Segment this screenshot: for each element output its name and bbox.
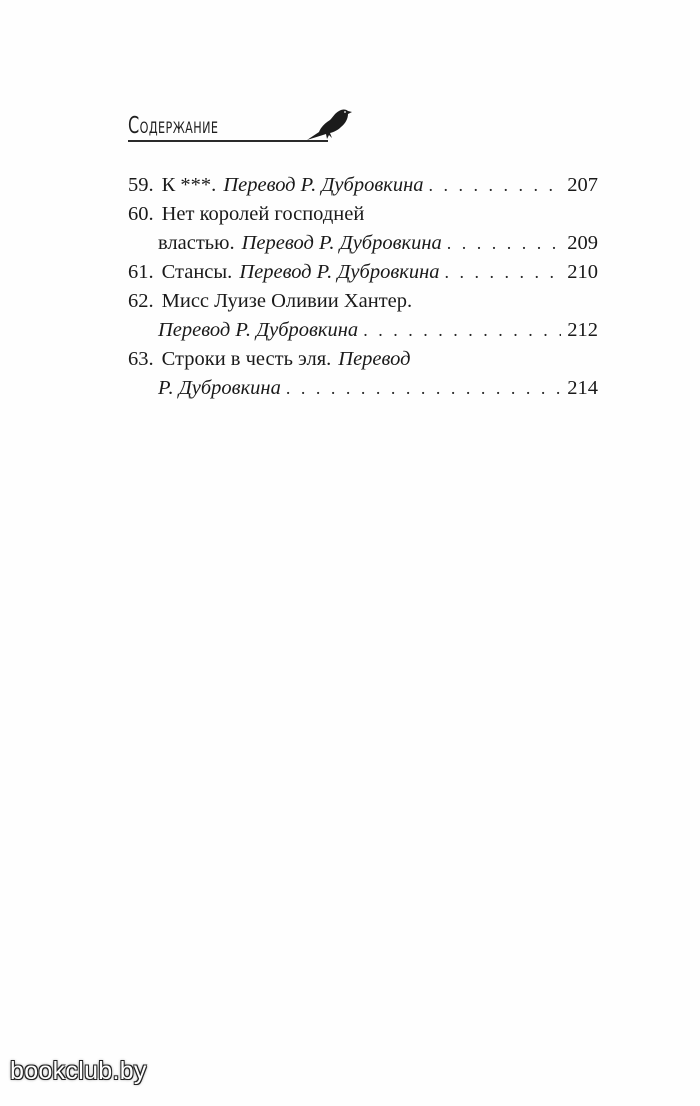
entry-translator: Перевод Р. Дубровкина: [158, 319, 359, 341]
entry-title: Нет королей господней: [161, 203, 365, 225]
toc-entry-63-continued[interactable]: [128, 374, 598, 403]
dot-leader: [424, 171, 562, 200]
entry-number: 63.: [128, 348, 154, 370]
entry-title: Стансы.: [161, 261, 233, 283]
entry-page: 209: [567, 232, 598, 254]
entry-translator: Перевод Р. Дубровкина: [223, 174, 424, 196]
dot-leader: [442, 229, 561, 258]
entry-number: 60.: [128, 203, 154, 225]
raven-icon: [305, 106, 353, 142]
site-watermark: bookclub.by: [10, 1057, 147, 1085]
entry-translator-continued: Р. Дубровкина: [158, 377, 281, 399]
toc-entry-62-continued[interactable]: [128, 316, 598, 345]
table-of-contents: [128, 171, 598, 403]
entry-number: 62.: [128, 290, 154, 312]
entry-translator: Перевод Р. Дубровкина: [239, 261, 440, 283]
entry-title: Мисс Луизе Оливии Хантер.: [161, 290, 413, 312]
entry-title: Строки в честь эля.: [161, 348, 332, 370]
dot-leader: [281, 374, 561, 403]
dot-leader: [358, 316, 561, 345]
page-title: Содержание: [128, 113, 219, 139]
toc-entry-60[interactable]: [128, 200, 598, 229]
entry-title: К ***.: [161, 174, 217, 196]
entry-page: 207: [567, 174, 598, 196]
entry-title-continued: властью.: [158, 232, 235, 254]
dot-leader: [440, 258, 562, 287]
entry-translator: Перевод: [338, 348, 411, 370]
entry-translator: Перевод Р. Дубровкина: [241, 232, 442, 254]
entry-page: 214: [567, 377, 598, 399]
entry-page: 212: [567, 319, 598, 341]
header-rule: [128, 140, 328, 142]
entry-number: 61.: [128, 261, 154, 283]
entry-number: 59.: [128, 174, 154, 196]
toc-entry-59[interactable]: [128, 171, 598, 200]
toc-entry-61[interactable]: [128, 258, 598, 287]
toc-entry-63[interactable]: [128, 345, 598, 374]
toc-entry-60-continued[interactable]: [128, 229, 598, 258]
entry-page: 210: [567, 261, 598, 283]
toc-entry-62[interactable]: [128, 287, 598, 316]
